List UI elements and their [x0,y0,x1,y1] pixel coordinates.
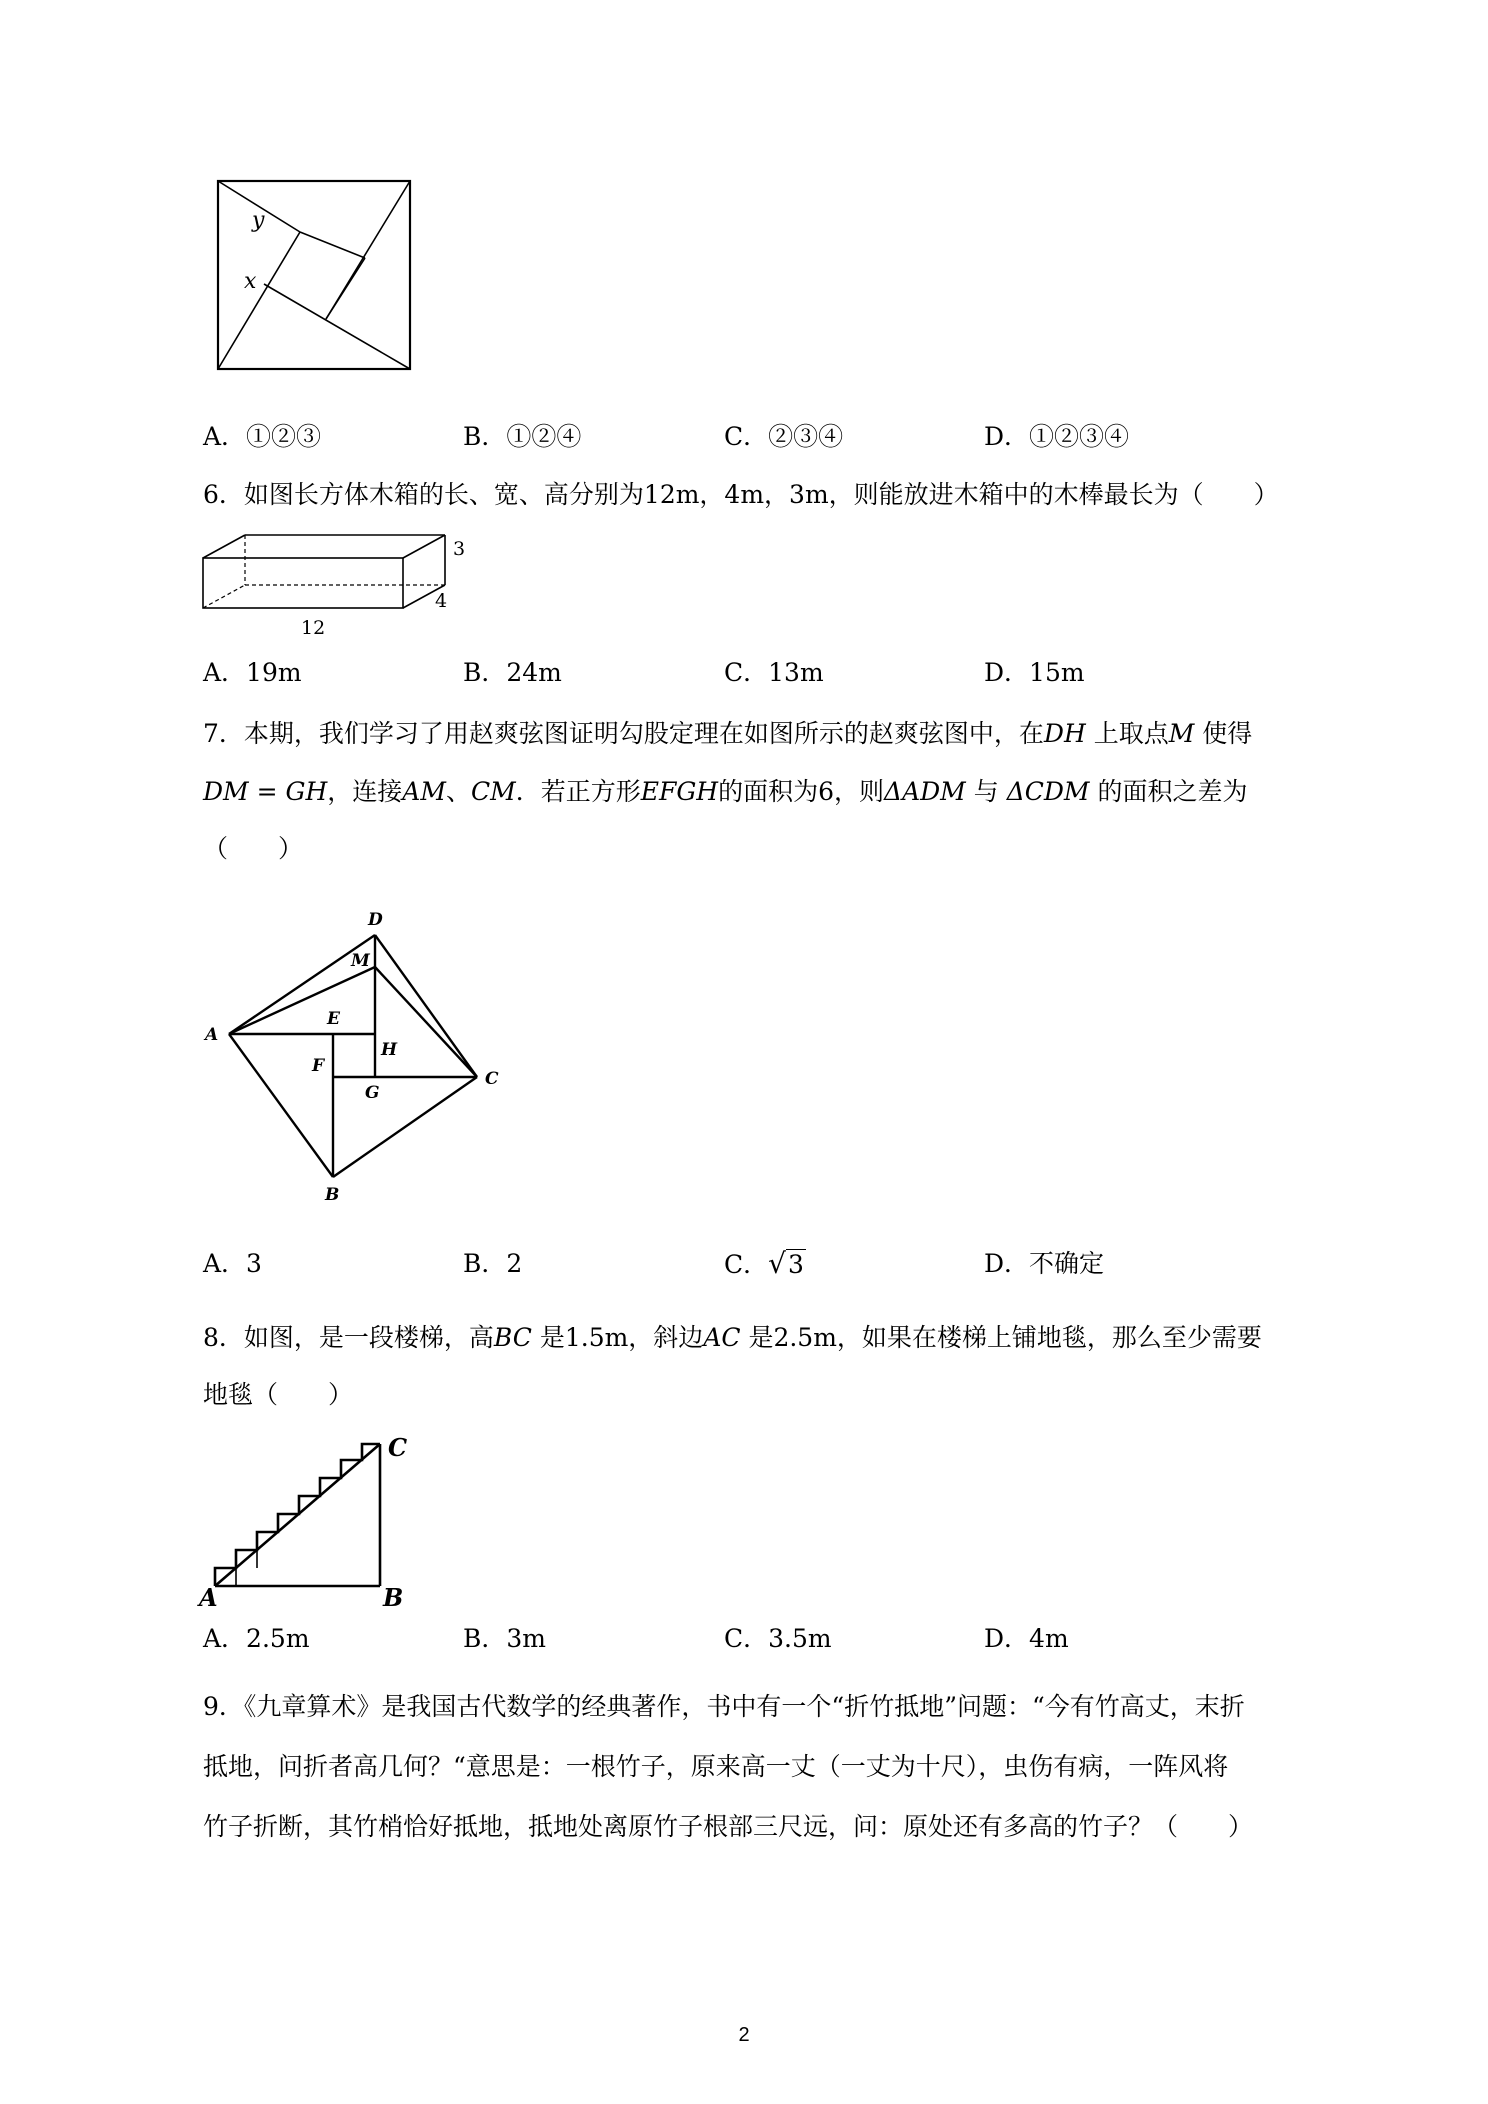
q7-stem-text-7: 的面积为 [718,777,819,806]
q7-eq-rhs: GH [285,777,328,806]
q5-line-3 [264,284,410,369]
q9-stem-line-2: 抵地，问折者高几何？“意思是：一根竹子，原来高一丈（一丈为十尺），虫伤有病，一阵风将 [203,1752,1229,1781]
q8-option-c: C．3.5m [724,1624,832,1653]
q7-label-h: H [381,1040,398,1060]
q7-label-b: B [325,1185,340,1205]
q7-stem-text-9: 与 [965,777,1007,806]
q7-label-a: A [205,1025,219,1045]
q7-stem-line-3: （ ） [203,834,304,863]
q7-stem-text-4: ，连接 [327,777,403,806]
q8-option-b: B．3m [463,1624,546,1653]
q7-square-name: EFGH [640,777,719,806]
q7-label-d: D [368,910,383,930]
q7-label-e: E [327,1009,340,1029]
q8-stem-line-1 [203,1321,1262,1355]
q6-option-a: A．19m [203,658,302,687]
q6-top-right-edge [403,535,445,558]
q5-option-a: A．①②③ [203,422,322,451]
q5-option-c: C．②③④ [724,422,844,451]
q5-label-x: x [244,269,257,294]
q7-zhaoshuang-figure [195,895,515,1225]
q6-option-b: B．24m [463,658,562,687]
q7-option-b: B．2 [463,1249,523,1278]
q5-option-b: B．①②④ [463,422,582,451]
q7-area-value: 6 [818,777,835,806]
q9-stem-line-3: 竹子折断，其竹梢恰好抵地，抵地处离原竹子根部三尺远，问：原处还有多高的竹子？（ ） [203,1812,1254,1841]
q7-label-m: M [351,951,370,971]
q7-option-a: A．3 [203,1249,262,1278]
q7-seg-am: AM [402,777,446,806]
q7-stem-text-10: 的面积之差为 [1089,777,1248,806]
q5-inner-right [326,258,365,319]
q7-point-m: M [1168,719,1195,748]
q7-sqrt-symbol: √ [768,1247,786,1280]
q7-triangle-cdm: ΔCDM [1006,777,1090,806]
q6-option-c: C．13m [724,658,824,687]
q8-seg-bc: BC [493,1323,532,1352]
q7-stem-text-1: 7．本期，我们学习了用赵爽弦图证明勾股定理在如图所示的赵爽弦图中，在 [203,719,1044,748]
q6-stem: 6．如图长方体木箱的长、宽、高分别为12m，4m，3m，则能放进木箱中的木棒最长为（ ） [203,480,1279,509]
q7-eq-op: = [248,777,286,806]
q9-stem-line-1: 9．《九章算术》是我国古代数学的经典著作，书中有一个“折竹抵地”问题：“今有竹高丈，末折 [203,1692,1245,1721]
q7-triangle-adm: ΔADM [884,777,966,806]
q7-sqrt-radicand: 3 [787,1250,804,1279]
q8-label-a: A [199,1583,218,1612]
q7-edge-cb [333,1077,477,1177]
q7-seg-am [229,967,375,1034]
q7-edge-ad [229,935,375,1034]
q5-inner-top [300,232,365,258]
q7-seg-cm: CM [470,777,516,806]
q7-stem-text-3: 使得 [1194,719,1253,748]
q6-box-figure [195,525,475,645]
q7-label-f: F [312,1056,325,1076]
q7-option-c [724,1247,806,1282]
q8-label-c: C [388,1433,408,1462]
q8-stem-text-1: 8．如图，是一段楼梯，高 [203,1323,494,1352]
q7-option-c-label: C． [724,1250,769,1279]
q7-stem-text-2: 上取点 [1085,719,1169,748]
q7-stem-text-8: ，则 [834,777,885,806]
q8-seg-ac: AC [703,1323,741,1352]
q8-option-d: D．4m [984,1624,1069,1653]
q6-label-length: 12 [301,617,326,639]
q6-label-width: 4 [435,590,448,612]
q8-stem-line-2: 地毯（ ） [203,1380,354,1409]
q8-label-b: B [383,1583,404,1612]
q5-figure [200,170,430,380]
q7-stem-text-5: 、 [445,777,471,806]
q5-label-y: y [252,208,265,233]
q6-front-face [203,558,403,608]
q7-eq-lhs: DM [203,777,249,806]
q7-stem-text-6: ．若正方形 [515,777,641,806]
q7-option-d: D．不确定 [984,1249,1105,1278]
q6-top-left-edge [203,535,245,558]
q7-stem-line-1 [203,717,1252,751]
page-number: 2 [738,2024,750,2046]
q6-label-height: 3 [453,538,466,560]
q5-option-d: D．①②③④ [984,422,1130,451]
q7-label-g: G [365,1083,380,1103]
q8-stem-text-2: 是1.5m，斜边 [531,1323,704,1352]
q5-line-4 [218,232,300,369]
q8-option-a: A．2.5m [203,1624,310,1653]
q6-option-d: D．15m [984,658,1085,687]
q8-staircase-figure [195,1428,455,1613]
q7-stem-line-2 [203,775,1247,809]
q7-seg-dh: DH [1043,719,1086,748]
q7-label-c: C [485,1069,499,1089]
q8-stem-text-3: 是2.5m，如果在楼梯上铺地毯，那么至少需要 [740,1323,1262,1352]
q7-seg-cm [375,967,477,1077]
q6-hidden-left-bottom [203,585,245,608]
